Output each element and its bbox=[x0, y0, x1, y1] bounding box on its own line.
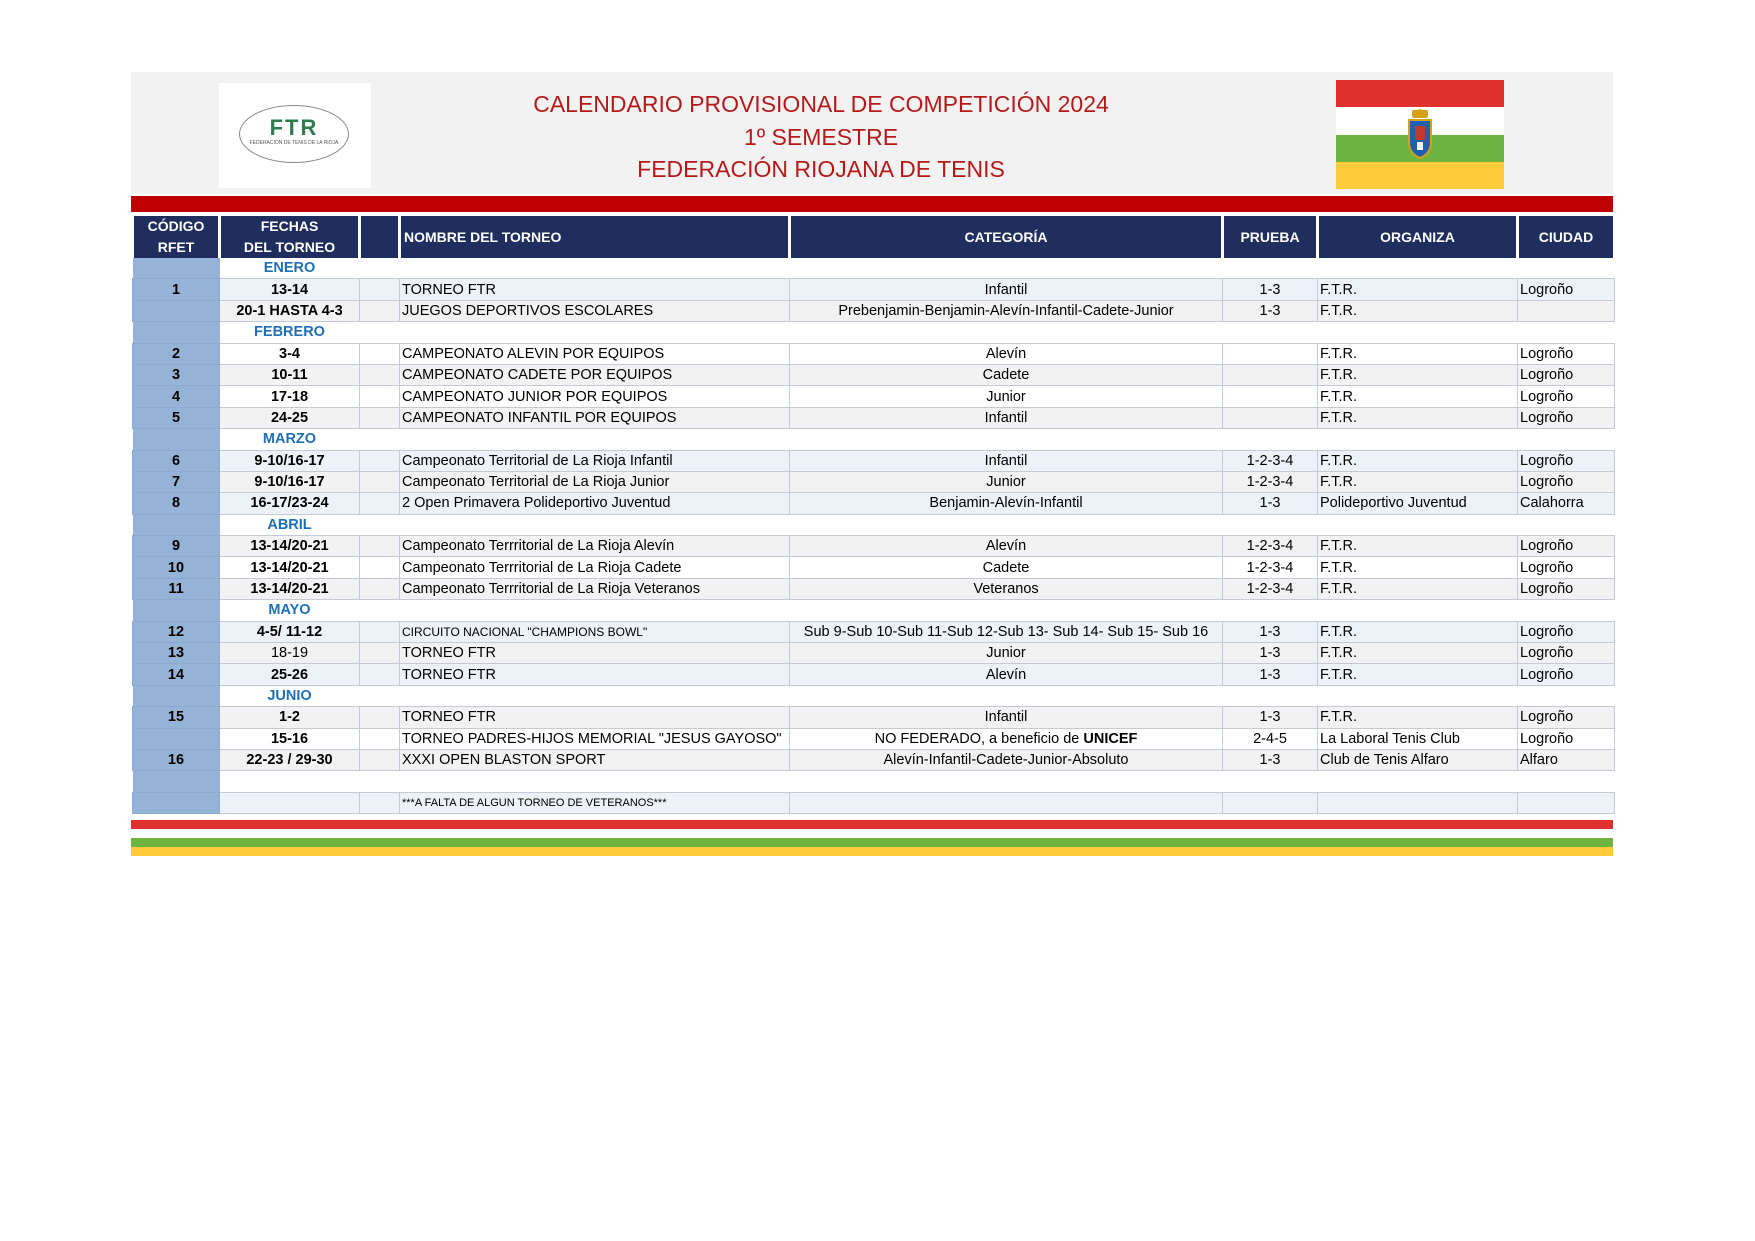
month-label: ENERO bbox=[220, 258, 360, 279]
month-label: FEBRERO bbox=[220, 322, 360, 343]
tournament-name-cell: TORNEO PADRES-HIJOS MEMORIAL "JESUS GAYOSO" bbox=[400, 728, 790, 749]
tournament-name-cell: 2 Open Primavera Polideportivo Juventud bbox=[400, 493, 790, 514]
tournament-name-cell: TORNEO FTR bbox=[400, 279, 790, 300]
dates-cell: 13-14/20-21 bbox=[220, 536, 360, 557]
category-cell: Infantil bbox=[790, 707, 1223, 728]
organizer-cell: F.T.R. bbox=[1318, 364, 1518, 385]
event-cell: 1-3 bbox=[1223, 664, 1318, 685]
month-row bbox=[133, 258, 1615, 279]
title-line-2: 1º SEMESTRE bbox=[743, 123, 899, 150]
organizer-cell: F.T.R. bbox=[1318, 300, 1518, 321]
bottom-flag-stripes bbox=[131, 820, 1613, 856]
dates-cell: 13-14/20-21 bbox=[220, 578, 360, 599]
empty-cell bbox=[360, 386, 400, 407]
event-cell: 2-4-5 bbox=[1223, 728, 1318, 749]
category-cell: Benjamin-Alevín-Infantil bbox=[790, 493, 1223, 514]
table-row bbox=[133, 386, 1615, 407]
city-cell: Alfaro bbox=[1518, 749, 1615, 770]
category-cell: Junior bbox=[790, 386, 1223, 407]
tournament-name-cell: Campeonato Terrritorial de La Rioja Cadete bbox=[400, 557, 790, 578]
month-label: MAYO bbox=[220, 600, 360, 621]
code-cell bbox=[133, 514, 220, 535]
col-empty-header bbox=[360, 216, 400, 258]
ftr-logo bbox=[219, 83, 371, 188]
dates-cell: 4-5/ 11-12 bbox=[220, 621, 360, 642]
code-cell bbox=[133, 771, 220, 792]
dates-cell: 13-14/20-21 bbox=[220, 557, 360, 578]
logo-mark: FTR bbox=[269, 115, 319, 140]
code-cell: 11 bbox=[133, 578, 220, 599]
code-cell: 16 bbox=[133, 749, 220, 770]
organizer-cell: F.T.R. bbox=[1318, 664, 1518, 685]
event-cell: 1-3 bbox=[1223, 621, 1318, 642]
organizer-cell: F.T.R. bbox=[1318, 536, 1518, 557]
code-cell bbox=[133, 792, 220, 813]
empty-cell bbox=[360, 493, 400, 514]
tournament-name-cell: CAMPEONATO INFANTIL POR EQUIPOS bbox=[400, 407, 790, 428]
dates-cell: 15-16 bbox=[220, 728, 360, 749]
month-spacer bbox=[360, 258, 1615, 279]
city-cell: Logroño bbox=[1518, 578, 1615, 599]
event-cell bbox=[1223, 407, 1318, 428]
city-cell bbox=[1518, 792, 1615, 813]
table-row bbox=[133, 728, 1615, 749]
dates-cell bbox=[220, 792, 360, 813]
tournament-name-cell: TORNEO FTR bbox=[400, 707, 790, 728]
event-cell: 1-2-3-4 bbox=[1223, 578, 1318, 599]
event-cell: 1-2-3-4 bbox=[1223, 536, 1318, 557]
organizer-cell: La Laboral Tenis Club bbox=[1318, 728, 1518, 749]
empty-cell bbox=[360, 578, 400, 599]
city-cell: Logroño bbox=[1518, 279, 1615, 300]
la-rioja-flag bbox=[1336, 80, 1504, 189]
table-body bbox=[133, 258, 1615, 814]
title-line-1: CALENDARIO PROVISIONAL DE COMPETICIÓN 2024 bbox=[533, 91, 1109, 117]
tournament-name-cell: CAMPEONATO ALEVIN POR EQUIPOS bbox=[400, 343, 790, 364]
tournament-name-cell: TORNEO FTR bbox=[400, 643, 790, 664]
table-row bbox=[133, 493, 1615, 514]
month-row bbox=[133, 322, 1615, 343]
col-category-header: CATEGORÍA bbox=[790, 216, 1223, 258]
category-cell: Infantil bbox=[790, 279, 1223, 300]
month-label: JUNIO bbox=[220, 685, 360, 706]
empty-cell bbox=[360, 536, 400, 557]
city-cell: Logroño bbox=[1518, 536, 1615, 557]
title-line-3: FEDERACIÓN RIOJANA DE TENIS bbox=[637, 156, 1005, 182]
col-organizer-header: ORGANIZA bbox=[1318, 216, 1518, 258]
city-cell: Logroño bbox=[1518, 386, 1615, 407]
title-block bbox=[391, 88, 1251, 186]
organizer-cell: F.T.R. bbox=[1318, 707, 1518, 728]
code-cell: 9 bbox=[133, 536, 220, 557]
bottom-stripe-1 bbox=[131, 829, 1613, 838]
empty-cell bbox=[360, 343, 400, 364]
blank-spacer bbox=[220, 771, 1615, 792]
dates-cell: 3-4 bbox=[220, 343, 360, 364]
dates-cell: 10-11 bbox=[220, 364, 360, 385]
organizer-cell: F.T.R. bbox=[1318, 621, 1518, 642]
organizer-cell: F.T.R. bbox=[1318, 386, 1518, 407]
empty-cell bbox=[360, 557, 400, 578]
code-cell bbox=[133, 685, 220, 706]
city-cell: Logroño bbox=[1518, 643, 1615, 664]
event-cell: 1-2-3-4 bbox=[1223, 471, 1318, 492]
table-row bbox=[133, 664, 1615, 685]
empty-cell bbox=[360, 364, 400, 385]
dates-cell: 17-18 bbox=[220, 386, 360, 407]
code-cell bbox=[133, 728, 220, 749]
organizer-cell: F.T.R. bbox=[1318, 557, 1518, 578]
dates-cell: 20-1 HASTA 4-3 bbox=[220, 300, 360, 321]
category-cell: Cadete bbox=[790, 557, 1223, 578]
category-cell: Junior bbox=[790, 643, 1223, 664]
event-cell: 1-3 bbox=[1223, 643, 1318, 664]
tournament-name-cell: XXXI OPEN BLASTON SPORT bbox=[400, 749, 790, 770]
col-dates-header: FECHAS DEL TORNEO bbox=[220, 216, 360, 258]
city-cell: Logroño bbox=[1518, 728, 1615, 749]
table-header-row bbox=[133, 216, 1615, 258]
code-cell: 12 bbox=[133, 621, 220, 642]
organizer-cell: F.T.R. bbox=[1318, 450, 1518, 471]
event-cell: 1-3 bbox=[1223, 493, 1318, 514]
city-cell: Logroño bbox=[1518, 557, 1615, 578]
city-cell: Logroño bbox=[1518, 450, 1615, 471]
month-row bbox=[133, 514, 1615, 535]
month-spacer bbox=[360, 514, 1615, 535]
organizer-cell: F.T.R. bbox=[1318, 343, 1518, 364]
month-label: MARZO bbox=[220, 429, 360, 450]
table-row bbox=[133, 749, 1615, 770]
event-cell: 1-3 bbox=[1223, 279, 1318, 300]
unicef-label: UNICEF bbox=[1083, 730, 1138, 747]
category-cell: Cadete bbox=[790, 364, 1223, 385]
table-row bbox=[133, 407, 1615, 428]
tournament-name-cell: Campeonato Territorial de La Rioja Infantil bbox=[400, 450, 790, 471]
event-cell: 1-2-3-4 bbox=[1223, 557, 1318, 578]
month-spacer bbox=[360, 600, 1615, 621]
month-spacer bbox=[360, 429, 1615, 450]
category-cell: Alevín bbox=[790, 664, 1223, 685]
bottom-stripe-2 bbox=[131, 838, 1613, 847]
table-row bbox=[133, 557, 1615, 578]
month-spacer bbox=[360, 685, 1615, 706]
coat-of-arms-icon bbox=[1405, 108, 1435, 160]
month-row bbox=[133, 600, 1615, 621]
month-row bbox=[133, 429, 1615, 450]
col-name-header: NOMBRE DEL TORNEO bbox=[400, 216, 790, 258]
event-cell: 1-2-3-4 bbox=[1223, 450, 1318, 471]
dates-cell: 25-26 bbox=[220, 664, 360, 685]
dates-cell: 22-23 / 29-30 bbox=[220, 749, 360, 770]
table-row bbox=[133, 300, 1615, 321]
event-cell bbox=[1223, 386, 1318, 407]
dates-cell: 24-25 bbox=[220, 407, 360, 428]
month-label: ABRIL bbox=[220, 514, 360, 535]
tournament-name-cell: ***A FALTA DE ALGUN TORNEO DE VETERANOS*** bbox=[400, 792, 790, 813]
organizer-cell bbox=[1318, 792, 1518, 813]
flag-stripe-red bbox=[1336, 80, 1504, 107]
category-cell: Alevín bbox=[790, 536, 1223, 557]
table-row bbox=[133, 471, 1615, 492]
empty-cell bbox=[360, 471, 400, 492]
empty-cell bbox=[360, 728, 400, 749]
code-cell bbox=[133, 600, 220, 621]
empty-cell bbox=[360, 643, 400, 664]
dates-cell: 1-2 bbox=[220, 707, 360, 728]
code-cell: 13 bbox=[133, 643, 220, 664]
table-row bbox=[133, 343, 1615, 364]
category-cell: Infantil bbox=[790, 450, 1223, 471]
code-cell bbox=[133, 322, 220, 343]
category-cell: Alevín-Infantil-Cadete-Junior-Absoluto bbox=[790, 749, 1223, 770]
dates-cell: 9-10/16-17 bbox=[220, 450, 360, 471]
table-row bbox=[133, 707, 1615, 728]
event-cell: 1-3 bbox=[1223, 749, 1318, 770]
empty-cell bbox=[360, 450, 400, 471]
table-row bbox=[133, 364, 1615, 385]
organizer-cell: F.T.R. bbox=[1318, 471, 1518, 492]
code-cell: 5 bbox=[133, 407, 220, 428]
event-cell: 1-3 bbox=[1223, 707, 1318, 728]
category-cell: NO FEDERADO, a beneficio de UNICEF bbox=[790, 728, 1223, 749]
tournament-name-cell: CIRCUITO NACIONAL "CHAMPIONS BOWL" bbox=[400, 621, 790, 642]
category-cell: Junior bbox=[790, 471, 1223, 492]
empty-cell bbox=[360, 279, 400, 300]
code-cell: 14 bbox=[133, 664, 220, 685]
tournament-name-cell: CAMPEONATO CADETE POR EQUIPOS bbox=[400, 364, 790, 385]
empty-cell bbox=[360, 621, 400, 642]
header-red-bar bbox=[131, 196, 1613, 212]
code-cell: 15 bbox=[133, 707, 220, 728]
event-cell bbox=[1223, 364, 1318, 385]
code-cell: 3 bbox=[133, 364, 220, 385]
category-cell: Alevín bbox=[790, 343, 1223, 364]
table-row bbox=[133, 643, 1615, 664]
calendar-sheet bbox=[131, 72, 1613, 856]
empty-cell bbox=[360, 300, 400, 321]
city-cell: Logroño bbox=[1518, 471, 1615, 492]
competition-table bbox=[131, 216, 1616, 814]
code-cell: 10 bbox=[133, 557, 220, 578]
event-cell bbox=[1223, 343, 1318, 364]
event-cell bbox=[1223, 792, 1318, 813]
tournament-name-cell: Campeonato Territorial de La Rioja Junior bbox=[400, 471, 790, 492]
code-cell: 2 bbox=[133, 343, 220, 364]
category-cell: Sub 9-Sub 10-Sub 11-Sub 12-Sub 13- Sub 14- Sub 15- Sub 16 bbox=[790, 621, 1223, 642]
empty-cell bbox=[360, 792, 400, 813]
code-cell: 4 bbox=[133, 386, 220, 407]
bottom-stripe-3 bbox=[131, 847, 1613, 856]
flag-stripe-yellow bbox=[1336, 162, 1504, 189]
logo-oval bbox=[239, 105, 349, 163]
dates-cell: 16-17/23-24 bbox=[220, 493, 360, 514]
category-cell: Veteranos bbox=[790, 578, 1223, 599]
empty-cell bbox=[360, 707, 400, 728]
month-spacer bbox=[360, 322, 1615, 343]
col-event-header: PRUEBA bbox=[1223, 216, 1318, 258]
table-row bbox=[133, 279, 1615, 300]
city-cell: Logroño bbox=[1518, 364, 1615, 385]
dates-cell: 18-19 bbox=[220, 643, 360, 664]
category-cell: Infantil bbox=[790, 407, 1223, 428]
city-cell: Calahorra bbox=[1518, 493, 1615, 514]
organizer-cell: F.T.R. bbox=[1318, 643, 1518, 664]
organizer-cell: F.T.R. bbox=[1318, 578, 1518, 599]
table-row bbox=[133, 792, 1615, 813]
bottom-stripe-0 bbox=[131, 820, 1613, 829]
dates-cell: 9-10/16-17 bbox=[220, 471, 360, 492]
city-cell: Logroño bbox=[1518, 407, 1615, 428]
category-cell bbox=[790, 792, 1223, 813]
code-cell: 7 bbox=[133, 471, 220, 492]
col-code-header: CÓDIGO RFET bbox=[133, 216, 220, 258]
code-cell bbox=[133, 300, 220, 321]
empty-cell bbox=[360, 407, 400, 428]
tournament-name-cell: Campeonato Terrritorial de La Rioja Alevín bbox=[400, 536, 790, 557]
city-cell: Logroño bbox=[1518, 343, 1615, 364]
organizer-cell: Polideportivo Juventud bbox=[1318, 493, 1518, 514]
city-cell: Logroño bbox=[1518, 707, 1615, 728]
dates-cell: 13-14 bbox=[220, 279, 360, 300]
col-city-header: CIUDAD bbox=[1518, 216, 1615, 258]
category-cell: Prebenjamin-Benjamin-Alevín-Infantil-Cadete-Junior bbox=[790, 300, 1223, 321]
document-header bbox=[131, 72, 1613, 194]
logo-subtitle: FEDERACIÓN DE TENIS DE LA RIOJA bbox=[249, 140, 339, 146]
code-cell: 8 bbox=[133, 493, 220, 514]
event-cell: 1-3 bbox=[1223, 300, 1318, 321]
tournament-name-cell: Campeonato Terrritorial de La Rioja Veteranos bbox=[400, 578, 790, 599]
empty-cell bbox=[360, 664, 400, 685]
tournament-name-cell: CAMPEONATO JUNIOR POR EQUIPOS bbox=[400, 386, 790, 407]
code-cell: 6 bbox=[133, 450, 220, 471]
empty-cell bbox=[360, 749, 400, 770]
code-cell bbox=[133, 258, 220, 279]
table-row bbox=[133, 536, 1615, 557]
tournament-name-cell: JUEGOS DEPORTIVOS ESCOLARES bbox=[400, 300, 790, 321]
organizer-cell: Club de Tenis Alfaro bbox=[1318, 749, 1518, 770]
table-row bbox=[133, 450, 1615, 471]
organizer-cell: F.T.R. bbox=[1318, 279, 1518, 300]
blank-row bbox=[133, 771, 1615, 792]
table-row bbox=[133, 621, 1615, 642]
tournament-name-cell: TORNEO FTR bbox=[400, 664, 790, 685]
organizer-cell: F.T.R. bbox=[1318, 407, 1518, 428]
city-cell: Logroño bbox=[1518, 621, 1615, 642]
city-cell bbox=[1518, 300, 1615, 321]
city-cell: Logroño bbox=[1518, 664, 1615, 685]
month-row bbox=[133, 685, 1615, 706]
code-cell bbox=[133, 429, 220, 450]
code-cell: 1 bbox=[133, 279, 220, 300]
table-row bbox=[133, 578, 1615, 599]
